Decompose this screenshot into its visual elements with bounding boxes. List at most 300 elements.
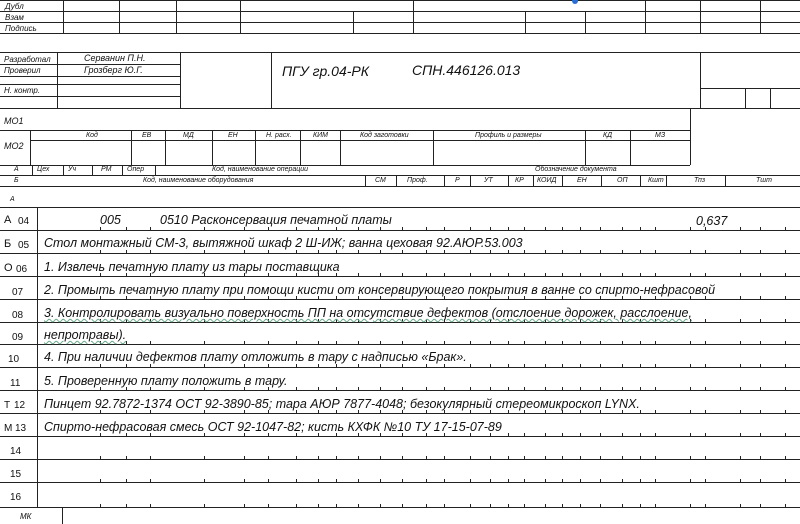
- row-tick: [524, 433, 525, 436]
- row-tick: [490, 364, 491, 367]
- row-tick: [508, 341, 509, 344]
- row-separator: [0, 344, 800, 345]
- row-tick: [426, 364, 427, 367]
- row-tick: [508, 479, 509, 482]
- row-tick: [760, 410, 761, 413]
- row-tick: [470, 364, 471, 367]
- hdr-rm: РМ: [101, 166, 112, 173]
- row-tick: [580, 504, 581, 507]
- mo-col-kd: КД: [603, 132, 613, 139]
- row-tick: [785, 227, 786, 230]
- row-tick: [622, 341, 623, 344]
- row-tick: [426, 250, 427, 253]
- row-tick: [444, 456, 445, 459]
- row-tick: [690, 341, 691, 344]
- row-tick: [426, 227, 427, 230]
- row-tick: [785, 456, 786, 459]
- row-tick: [508, 433, 509, 436]
- row-04-oper-name: 0510 Расконсервация печатной платы: [160, 213, 392, 227]
- row-tick: [580, 273, 581, 276]
- row-tick: [640, 364, 641, 367]
- row-tick: [760, 479, 761, 482]
- hdr-kr: КР: [515, 177, 524, 184]
- row-tick: [380, 341, 381, 344]
- row-04-value: 0,637: [696, 214, 728, 228]
- row-tick: [336, 364, 337, 367]
- row-tick: [296, 341, 297, 344]
- row-tick: [655, 250, 656, 253]
- row-tick: [318, 387, 319, 390]
- group-code: ПГУ гр.04-РК: [282, 63, 370, 79]
- row-tick: [426, 479, 427, 482]
- row-tick: [244, 504, 245, 507]
- row-tick: [524, 227, 525, 230]
- row-tick: [545, 341, 546, 344]
- row-tick: [690, 433, 691, 436]
- hdr-equip: Код, наименование оборудования: [143, 177, 254, 184]
- norm-label: Н. контр.: [4, 86, 41, 95]
- row-tick: [426, 456, 427, 459]
- row-tick: [622, 504, 623, 507]
- row-tick: [600, 479, 601, 482]
- row-tick: [508, 364, 509, 367]
- row-tick: [336, 479, 337, 482]
- dubl-label: Дубл: [5, 2, 24, 11]
- row-tick: [640, 341, 641, 344]
- row-tick: [244, 479, 245, 482]
- row-tick: [705, 504, 706, 507]
- row-tick: [705, 433, 706, 436]
- row-tick: [600, 387, 601, 390]
- row-tick: [545, 273, 546, 276]
- row-tick: [705, 319, 706, 322]
- row-tick: [690, 479, 691, 482]
- row-tick: [268, 250, 269, 253]
- row-tick: [380, 227, 381, 230]
- row-tick: [126, 456, 127, 459]
- row-tick: [690, 364, 691, 367]
- row-tick: [100, 227, 101, 230]
- hdr-sm: СМ: [375, 177, 386, 184]
- row-tick: [785, 250, 786, 253]
- checked-name: Грозберг Ю.Г.: [84, 65, 143, 75]
- row-tick: [545, 250, 546, 253]
- row-tick: [470, 504, 471, 507]
- row-tick: [126, 364, 127, 367]
- hdr-doc: Обозначение документа: [535, 166, 617, 173]
- row-tick: [705, 273, 706, 276]
- row-tick: [580, 433, 581, 436]
- row-tick: [690, 227, 691, 230]
- row-tick: [508, 387, 509, 390]
- row-tick: [785, 433, 786, 436]
- row-tick: [705, 479, 706, 482]
- row-tick: [562, 250, 563, 253]
- row-tick: [150, 504, 151, 507]
- row-tick: [204, 364, 205, 367]
- row-tick: [600, 364, 601, 367]
- hdr-ut: УТ: [484, 177, 493, 184]
- row-tick: [490, 387, 491, 390]
- row-tick: [740, 433, 741, 436]
- row-tick: [640, 387, 641, 390]
- row-tick: [760, 341, 761, 344]
- row-12-text: Пинцет 92.7872-1374 ОСТ 92-3890-85; тара АЮР 7877-4048; безокулярный стереомикроскоп LYNX.: [44, 397, 640, 411]
- row-tick: [318, 479, 319, 482]
- row-10-num: 10: [8, 354, 20, 365]
- row-tick: [640, 410, 641, 413]
- row-tick: [760, 433, 761, 436]
- vzam-label: Взам: [5, 13, 24, 22]
- row-tick: [318, 227, 319, 230]
- row-tick: [402, 250, 403, 253]
- row-tick: [740, 250, 741, 253]
- row-tick: [470, 479, 471, 482]
- row-tick: [380, 479, 381, 482]
- hdr-b-letter: Б: [14, 177, 19, 184]
- row-tick: [740, 273, 741, 276]
- row-tick: [358, 250, 359, 253]
- row-tick: [358, 456, 359, 459]
- row-tick: [402, 387, 403, 390]
- row-tick: [244, 456, 245, 459]
- row-12-prefix: Т: [4, 400, 11, 411]
- row-tick: [545, 479, 546, 482]
- row-separator: [0, 482, 800, 483]
- row-tick: [705, 456, 706, 459]
- row-tick: [655, 456, 656, 459]
- hdr-ceh: Цех: [37, 166, 50, 173]
- row-tick: [150, 456, 151, 459]
- row-15-num: 15: [10, 469, 22, 480]
- row-tick: [655, 341, 656, 344]
- row-tick: [655, 387, 656, 390]
- row-tick: [740, 504, 741, 507]
- row-tick: [150, 341, 151, 344]
- row-tick: [296, 504, 297, 507]
- row-tick: [600, 250, 601, 253]
- row-tick: [622, 456, 623, 459]
- hdr-koid: КОИД: [537, 177, 557, 184]
- hdr-ksht: Кшт: [648, 177, 664, 184]
- mo-col-kod-zagotovki: Код заготовки: [360, 132, 409, 139]
- row-tick: [580, 479, 581, 482]
- row-tick: [490, 227, 491, 230]
- row-tick: [562, 364, 563, 367]
- row-tick: [740, 227, 741, 230]
- row-tick: [100, 250, 101, 253]
- row-tick: [126, 227, 127, 230]
- blue-marker-icon: [572, 0, 578, 4]
- row-11-num: 11: [10, 378, 21, 389]
- row-tick: [358, 273, 359, 276]
- row-tick: [622, 387, 623, 390]
- row-tick: [204, 504, 205, 507]
- row-tick: [336, 387, 337, 390]
- row-tick: [470, 341, 471, 344]
- row-tick: [204, 227, 205, 230]
- developed-label: Разработал: [4, 55, 51, 64]
- row-tick: [358, 504, 359, 507]
- mo-col-md: МД: [183, 132, 194, 139]
- row-tick: [100, 504, 101, 507]
- row-tick: [760, 504, 761, 507]
- row-tick: [545, 387, 546, 390]
- row-tick: [524, 250, 525, 253]
- row-tick: [336, 250, 337, 253]
- row-tick: [296, 227, 297, 230]
- row-tick: [545, 504, 546, 507]
- row-tick: [318, 364, 319, 367]
- row-tick: [562, 504, 563, 507]
- row-tick: [622, 250, 623, 253]
- row-tick: [690, 504, 691, 507]
- row-tick: [600, 227, 601, 230]
- row-tick: [785, 410, 786, 413]
- row-04-oper-code: 005: [100, 213, 121, 227]
- row-07-num: 07: [12, 287, 24, 298]
- row-tick: [508, 250, 509, 253]
- row-separator: [0, 230, 800, 231]
- row-tick: [760, 364, 761, 367]
- row-tick: [690, 410, 691, 413]
- row-separator: [0, 436, 800, 437]
- row-tick: [490, 479, 491, 482]
- row-tick: [444, 227, 445, 230]
- row-tick: [785, 319, 786, 322]
- row-separator: [0, 459, 800, 460]
- row-tick: [358, 479, 359, 482]
- row-tick: [508, 504, 509, 507]
- row-tick: [268, 341, 269, 344]
- mo-col-nrash: Н. расх.: [266, 132, 292, 139]
- mo-col-kod: Код: [86, 132, 98, 139]
- row-tick: [640, 479, 641, 482]
- row-tick: [580, 227, 581, 230]
- developed-name: Серванин П.Н.: [84, 53, 146, 63]
- row-tick: [358, 227, 359, 230]
- row-tick: [268, 456, 269, 459]
- row-tick: [244, 250, 245, 253]
- row-tick: [358, 387, 359, 390]
- hdr-en: ЕН: [577, 177, 587, 184]
- row-tick: [402, 273, 403, 276]
- row-tick: [100, 456, 101, 459]
- row-tick: [296, 250, 297, 253]
- row-tick: [402, 504, 403, 507]
- row-tick: [580, 364, 581, 367]
- row-06-text: 1. Извлечь печатную плату из тары поставщика: [44, 260, 340, 274]
- row-tick: [402, 227, 403, 230]
- row-tick: [402, 341, 403, 344]
- row-tick: [705, 410, 706, 413]
- mo-col-mz: МЗ: [655, 132, 666, 139]
- row-tick: [740, 319, 741, 322]
- row-separator: [0, 390, 800, 391]
- row-tick: [600, 456, 601, 459]
- row-tick: [600, 433, 601, 436]
- row-tick: [580, 456, 581, 459]
- row-tick: [524, 479, 525, 482]
- row-tick: [336, 227, 337, 230]
- hdr-a2-letter: А: [10, 196, 15, 203]
- row-tick: [785, 364, 786, 367]
- row-tick: [150, 227, 151, 230]
- row-tick: [785, 479, 786, 482]
- row-tick: [655, 433, 656, 436]
- row-tick: [490, 504, 491, 507]
- row-tick: [600, 273, 601, 276]
- row-tick: [470, 387, 471, 390]
- row-tick: [296, 387, 297, 390]
- row-tick: [600, 504, 601, 507]
- row-tick: [562, 387, 563, 390]
- row-08-num: 08: [12, 310, 24, 321]
- row-tick: [740, 479, 741, 482]
- row-tick: [690, 387, 691, 390]
- row-tick: [705, 387, 706, 390]
- row-separator: [0, 413, 800, 414]
- row-tick: [444, 341, 445, 344]
- row-tick: [402, 456, 403, 459]
- row-tick: [760, 456, 761, 459]
- document-code: СПН.446126.013: [412, 62, 521, 78]
- row-tick: [524, 273, 525, 276]
- row-tick: [336, 456, 337, 459]
- row-tick: [760, 319, 761, 322]
- checked-label: Проверил: [4, 66, 41, 75]
- row-tick: [740, 410, 741, 413]
- hdr-oper: Опер: [127, 166, 145, 173]
- row-tick: [100, 479, 101, 482]
- row-tick: [244, 341, 245, 344]
- row-tick: [655, 479, 656, 482]
- row-tick: [268, 479, 269, 482]
- row-tick: [204, 250, 205, 253]
- row-tick: [470, 227, 471, 230]
- row-tick: [545, 227, 546, 230]
- row-tick: [244, 364, 245, 367]
- row-tick: [760, 250, 761, 253]
- row-tick: [655, 227, 656, 230]
- row-tick: [655, 410, 656, 413]
- row-tick: [524, 341, 525, 344]
- row-tick: [655, 504, 656, 507]
- row-tick: [740, 387, 741, 390]
- row-11-text: 5. Проверенную плату положить в тару.: [44, 374, 288, 388]
- row-tick: [126, 250, 127, 253]
- row-tick: [562, 456, 563, 459]
- row-tick: [580, 341, 581, 344]
- mo-col-en: ЕН: [228, 132, 238, 139]
- row-tick: [690, 250, 691, 253]
- row-tick: [426, 273, 427, 276]
- row-tick: [580, 387, 581, 390]
- row-tick: [562, 433, 563, 436]
- row-tick: [380, 456, 381, 459]
- row-tick: [444, 250, 445, 253]
- row-tick: [380, 364, 381, 367]
- row-tick: [690, 273, 691, 276]
- row-tick: [545, 456, 546, 459]
- row-tick: [426, 341, 427, 344]
- podpis-label: Подпись: [5, 24, 37, 33]
- row-tick: [622, 227, 623, 230]
- row-tick: [402, 479, 403, 482]
- row-tick: [562, 341, 563, 344]
- row-tick: [640, 456, 641, 459]
- row-tick: [426, 504, 427, 507]
- row-tick: [640, 433, 641, 436]
- row-tick: [268, 504, 269, 507]
- row-tick: [204, 479, 205, 482]
- row-tick: [336, 341, 337, 344]
- row-tick: [562, 479, 563, 482]
- row-13-num: 13: [15, 423, 27, 434]
- hdr-uch: Уч: [68, 166, 77, 173]
- mo2-label: МО2: [4, 141, 24, 151]
- row-tick: [760, 296, 761, 299]
- row-tick: [600, 341, 601, 344]
- row-tick: [380, 250, 381, 253]
- row-tick: [508, 456, 509, 459]
- row-tick: [622, 273, 623, 276]
- row-tick: [318, 250, 319, 253]
- row-tick: [444, 273, 445, 276]
- mk-label: МК: [20, 512, 32, 521]
- row-tick: [426, 387, 427, 390]
- row-08-text: 3. Контролировать визуально поверхность ПП на отсутствие дефектов (отслоение дорожек, расслоение,: [44, 306, 692, 320]
- hdr-tsht: Тшт: [756, 177, 772, 184]
- row-tick: [490, 456, 491, 459]
- row-tick: [640, 227, 641, 230]
- row-tick: [785, 504, 786, 507]
- row-tick: [562, 273, 563, 276]
- row-tick: [640, 250, 641, 253]
- mo1-label: МО1: [4, 116, 24, 126]
- row-13-text: Спирто-нефрасовая смесь ОСТ 92-1047-82; кисть КХФК №10 ТУ 17-15-07-89: [44, 420, 502, 434]
- row-tick: [444, 479, 445, 482]
- row-tick: [444, 504, 445, 507]
- mo-col-ev: ЕВ: [142, 132, 152, 139]
- row-tick: [444, 387, 445, 390]
- row-tick: [296, 364, 297, 367]
- row-tick: [358, 364, 359, 367]
- row-04-num: 04: [18, 216, 30, 227]
- row-tick: [380, 387, 381, 390]
- row-tick: [126, 504, 127, 507]
- row-tick: [705, 341, 706, 344]
- row-tick: [524, 504, 525, 507]
- row-separator: [0, 367, 800, 368]
- row-16-num: 16: [10, 492, 22, 503]
- mo-col-profile: Профиль и размеры: [475, 132, 542, 139]
- row-tick: [524, 387, 525, 390]
- hdr-prof: Проф.: [407, 177, 428, 184]
- hdr-a-letter: А: [14, 166, 19, 173]
- mo-col-kim: КИМ: [313, 132, 328, 139]
- row-04-prefix: А: [4, 214, 12, 226]
- row-separator: [0, 276, 800, 277]
- row-tick: [622, 479, 623, 482]
- row-tick: [640, 273, 641, 276]
- row-tick: [490, 273, 491, 276]
- row-tick: [204, 341, 205, 344]
- hdr-op: ОП: [617, 177, 628, 184]
- row-tick: [296, 456, 297, 459]
- row-tick: [318, 504, 319, 507]
- row-09-text: непротравы).: [44, 328, 127, 342]
